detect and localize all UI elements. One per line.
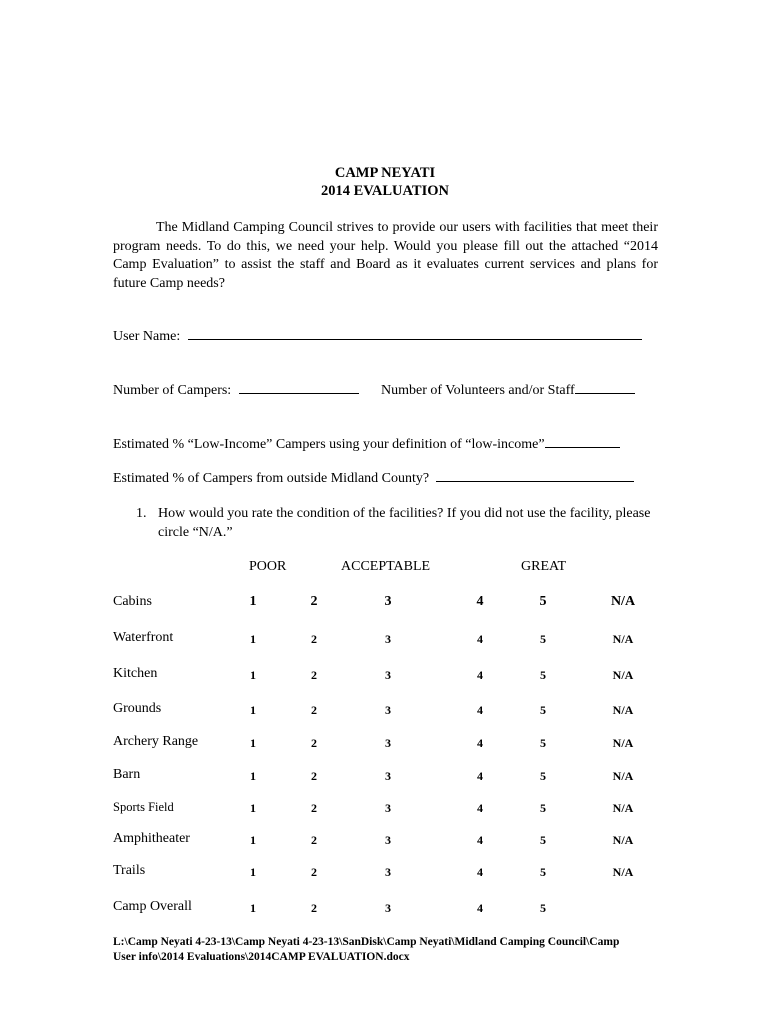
outside-county-label: Estimated % of Campers from outside Midland County? [113,471,430,486]
rating-option-5[interactable]: 5 [540,901,546,915]
rating-option-2[interactable]: 2 [311,736,317,750]
rating-option-1[interactable]: 1 [250,769,256,783]
rating-option-3[interactable]: 3 [384,594,392,609]
user-name-blank[interactable] [188,326,642,340]
rating-option-na[interactable]: N/A [612,736,634,750]
campers-field [113,380,359,399]
rating-option-4[interactable]: 4 [477,801,483,815]
rating-option-2[interactable]: 2 [311,769,317,783]
rating-option-1[interactable]: 1 [250,736,256,750]
facility-label: Camp Overall [113,899,192,914]
rating-option-5[interactable]: 5 [540,833,546,847]
volunteers-blank[interactable] [575,380,635,394]
rating-option-4[interactable]: 4 [476,594,484,609]
rating-option-na[interactable]: N/A [612,865,634,879]
rating-option-5[interactable]: 5 [540,865,546,879]
rating-option-2[interactable]: 2 [311,801,317,815]
outside-county-field [113,468,634,487]
file-path-footer: L:\Camp Neyati 4-23-13\Camp Neyati 4-23-13\SanDisk\Camp Neyati\Midland Camping Council\Camp User info\2014 Evaluations\2014CAMP EVALUATION.docx [113,936,620,963]
rating-option-3[interactable]: 3 [385,703,391,717]
rating-option-4[interactable]: 4 [477,769,483,783]
scale-great: GREAT [521,559,567,574]
rating-option-na[interactable]: N/A [612,703,634,717]
scale-acceptable: ACCEPTABLE [341,559,431,574]
volunteers-field [381,380,635,399]
rating-option-2[interactable]: 2 [310,594,318,609]
rating-option-4[interactable]: 4 [477,703,483,717]
rating-option-2[interactable]: 2 [311,901,317,915]
rating-option-3[interactable]: 3 [385,833,391,847]
rating-option-na[interactable]: N/A [612,833,634,847]
volunteers-label: Number of Volunteers and/or Staff [381,383,575,398]
facility-label: Barn [113,767,141,782]
low-income-blank[interactable] [545,434,620,448]
rating-option-2[interactable]: 2 [311,668,317,682]
rating-option-1[interactable]: 1 [250,632,256,646]
intro-text: The Midland Camping Council strives to provide our users with facilities that meet their program needs. To do this, we need your help. Would you please fill out the attached “2014 Camp Evaluation” to assist the staff and Board as it evaluates current services and plans for future Camp needs? [113,220,658,291]
rating-option-4[interactable]: 4 [477,865,483,879]
rating-option-3[interactable]: 3 [385,668,391,682]
facility-label: Archery Range [113,734,199,749]
rating-option-na[interactable]: N/A [612,632,634,646]
rating-option-3[interactable]: 3 [385,901,391,915]
scale-poor: POOR [249,559,287,574]
rating-option-3[interactable]: 3 [385,632,391,646]
low-income-field [113,434,620,453]
rating-option-3[interactable]: 3 [385,769,391,783]
low-income-label: Estimated % “Low-Income” Campers using your definition of “low-income” [113,437,545,452]
rating-option-4[interactable]: 4 [477,901,483,915]
outside-county-blank[interactable] [436,468,634,482]
rating-option-3[interactable]: 3 [385,736,391,750]
question-number: 1. [136,506,147,521]
rating-option-5[interactable]: 5 [540,769,546,783]
rating-option-1[interactable]: 1 [250,901,256,915]
rating-option-5[interactable]: 5 [540,736,546,750]
rating-option-na[interactable]: N/A [612,668,634,682]
document-title: CAMP NEYATI [334,165,436,181]
rating-option-3[interactable]: 3 [385,865,391,879]
user-name-label: User Name: [113,329,181,344]
facility-label: Sports Field [113,800,174,814]
facility-label: Amphitheater [113,831,190,846]
facility-label: Trails [113,863,146,878]
facility-label: Cabins [113,594,152,609]
facility-label: Kitchen [113,666,158,681]
rating-option-2[interactable]: 2 [311,703,317,717]
rating-option-na[interactable]: N/A [610,594,636,609]
rating-option-5[interactable]: 5 [540,668,546,682]
rating-option-4[interactable]: 4 [477,632,483,646]
rating-option-4[interactable]: 4 [477,833,483,847]
rating-option-na[interactable]: N/A [612,801,634,815]
rating-option-2[interactable]: 2 [311,865,317,879]
rating-option-2[interactable]: 2 [311,632,317,646]
rating-option-1[interactable]: 1 [250,865,256,879]
campers-label: Number of Campers: [113,383,232,398]
rating-option-1[interactable]: 1 [250,668,256,682]
document-subtitle: 2014 EVALUATION [321,183,449,199]
rating-option-1[interactable]: 1 [250,801,256,815]
rating-option-5[interactable]: 5 [540,801,546,815]
question-1 [136,505,666,542]
question-text: How would you rate the condition of the facilities? If you did not use the facility, please circle “N/A.” [158,506,651,540]
rating-option-na[interactable]: N/A [612,769,634,783]
rating-option-1[interactable]: 1 [250,703,256,717]
intro-paragraph [113,219,658,293]
facility-label: Grounds [113,701,162,716]
rating-option-4[interactable]: 4 [477,736,483,750]
user-name-field [113,326,642,345]
rating-option-3[interactable]: 3 [385,801,391,815]
facility-label: Waterfront [113,630,174,645]
rating-option-5[interactable]: 5 [540,703,546,717]
rating-option-1[interactable]: 1 [250,833,256,847]
rating-option-5[interactable]: 5 [539,594,547,609]
campers-blank[interactable] [239,380,359,394]
rating-option-4[interactable]: 4 [477,668,483,682]
rating-option-1[interactable]: 1 [249,594,257,609]
rating-option-5[interactable]: 5 [540,632,546,646]
rating-option-2[interactable]: 2 [311,833,317,847]
